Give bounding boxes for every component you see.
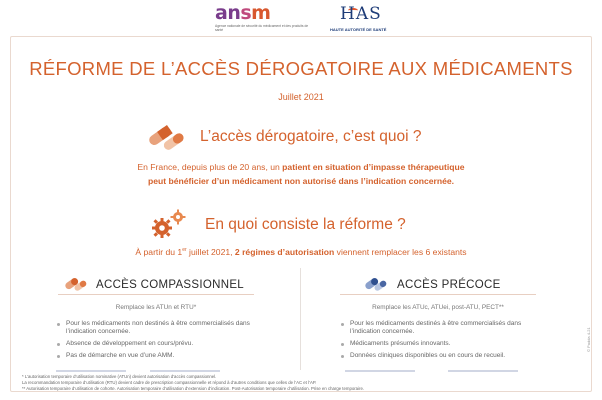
image-credit: © Padda 4-21 [586,327,591,352]
precoce-underline [340,294,536,295]
reform-text-b: juillet 2021, [186,247,235,257]
page-date: Juillet 2021 [278,92,324,102]
ansm-logo [215,2,315,32]
intro-line-1 [0,160,602,174]
list-item: Pour les médicaments destinés à être commercialisés dans l’indication concernée. [340,320,550,336]
intro-line-2-bold: peut bénéficier d’un médicament non autorisé dans l’indication concernée. [147,176,455,186]
precoce-divider [345,370,415,372]
list-item: Absence de développement en cours/prévu. [56,340,270,348]
footnote: * L’autorisation temporaire d’utilisation nominative (ATUn) devient autorisation d’accès compassionnel. [22,374,217,379]
list-item: Médicaments présumés innovants. [340,340,550,348]
page-title: RÉFORME DE L’ACCÈS DÉROGATOIRE AUX MÉDICAMENTS [29,58,573,79]
list-item: Pour les médicaments non destinés à être commercialisés dans l’indication concernée. [56,320,270,336]
compassionnel-heading: ACCÈS COMPASSIONNEL [96,279,244,291]
intro-line-1-a: En France, depuis plus de 20 ans, un [137,162,283,172]
precoce-replace: Remplace les ATUc, ATUei, post-ATU, PECT** [372,304,504,311]
compassionnel-divider [56,370,126,372]
list-item: Données cliniques disponibles ou en cours de recueil. [340,352,550,360]
footnote: La recommandation temporaire d’utilisation (RTU) devient cadre de prescription compassionnelle et répond à d’autres conditions que celles de l’AC et l’AP. [22,380,317,385]
reform-text [0,247,602,257]
column-separator [300,268,301,370]
has-wordmark: HAS [340,4,382,24]
orange-pills-icon [64,275,88,293]
precoce-heading: ACCÈS PRÉCOCE [397,279,501,291]
compassionnel-replace: Remplace les ATUn et RTU* [115,304,197,311]
has-subtitle: HAUTE AUTORITÉ DE SANTÉ [330,27,387,32]
compassionnel-list [56,320,270,364]
blue-pills-icon [364,275,388,293]
footnotes [22,374,542,392]
compassionnel-divider [150,370,220,372]
reform-text-c: viennent remplacer les 6 existants [334,247,467,257]
reform-text-sup: er [182,247,187,254]
has-logo [330,6,400,34]
intro-line-2 [0,174,602,188]
ansm-subtitle: Agence nationale de sécurité du médicament et des produits de santé [215,24,309,32]
list-item: Pas de démarche en vue d’une AMM. [56,352,270,360]
reform-text-a: À partir du 1 [135,247,183,257]
compassionnel-underline [58,294,254,295]
reform-text-bold: 2 régimes d’autorisation [234,247,335,257]
section1-heading: L’accès dérogatoire, c’est quoi ? [200,128,422,145]
precoce-list [340,320,550,364]
ansm-wordmark: ansm [215,2,271,24]
capsules-icon [146,122,186,154]
intro-line-1-bold: patient en situation d’impasse thérapeutique [282,162,465,172]
intro-text [0,160,602,188]
gears-icon [150,208,190,240]
footnote: ** Autorisation temporaire d’utilisation de cohorte. Autorisation temporaire d’utilisation d’extension d’indication. Post-Autorisation temporaire d’utilisation. Prise en charge temporaire. [22,386,365,391]
precoce-divider [448,370,518,372]
section2-heading: En quoi consiste la réforme ? [205,216,406,233]
